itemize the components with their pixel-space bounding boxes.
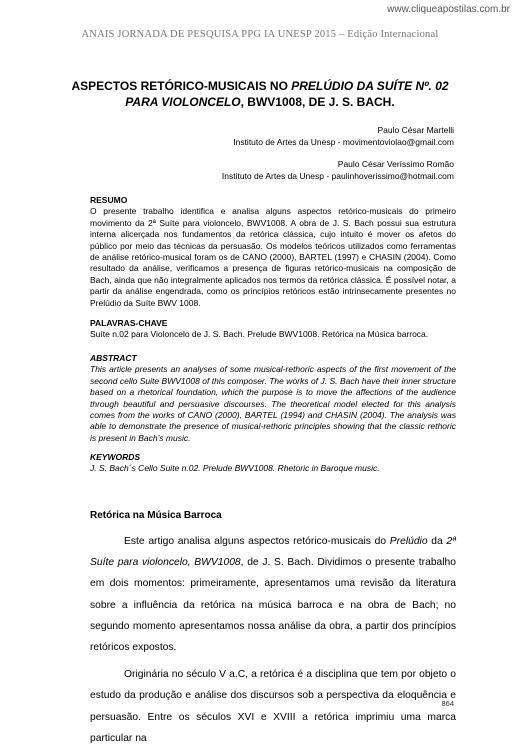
author-1 bbox=[233, 124, 454, 148]
paper-title bbox=[60, 78, 460, 110]
abstract-text: This article presents an analyses of some musical-rethoric aspects of the first movement of the second cello Suite BWV1008 of this composer. The works of J. S. Bach have their inner structure based on a rhetorical foundation, which the purpose is to move the affections of the audience through beautiful and persuasive discourses. The theoretical model elected for this analysis comes from the works of CANO (2000), BARTEL (1994) and CHASIN (2004). The analysis was able to demonstrate the presence of musical-rethoric principles showing that the classic rethoric is present in Bach’s music. bbox=[90, 364, 456, 443]
keywords-text: J. S. Bach´s Cello Suite n.02. Prelude BWV1008. Rhetoric in Baroque music. bbox=[90, 463, 380, 474]
body-text-run: da bbox=[427, 536, 447, 547]
title-part-1: ASPECTOS RETÓRICO-MUSICAIS NO bbox=[71, 79, 292, 93]
abstract-section bbox=[90, 353, 456, 444]
body-text-run: 2ª Suíte para violoncelo, BWV1008 bbox=[90, 536, 456, 569]
section-body bbox=[90, 531, 456, 749]
watermark-url: www.cliqueapostilas.com.br bbox=[387, 4, 510, 15]
body-text-run: Prelúdio bbox=[389, 536, 428, 547]
keywords-heading: KEYWORDS bbox=[90, 452, 141, 462]
palavras-chave-section bbox=[90, 318, 456, 341]
author-affiliation: Instituto de Artes da Unesp - paulinhoverissimo@hotmail.com bbox=[221, 171, 454, 181]
resumo-section bbox=[90, 195, 456, 309]
section-title: Retórica na Música Barroca bbox=[90, 510, 222, 521]
resumo-text: O presente trabalho identifica e analisa alguns aspectos retórico-musicais do primeiro movimento da 2ª Suíte para violoncelo, BWV1008. A obra de J. S. Bach possui sua estrutura interna alicerçada nos fundamentos da retórica clássica, cujo intuito é mover os afetos do público por meio das técnicas da persuasão. Os modelos teóricos utilizados como ferramentas de análise retórico-musical foram os de CANO (2000), BARTEL (1997) e CHASIN (2004). Como resultado da análise, verificamos a presença de figuras retórico-musicais na composição de Bach, ainda que não integralmente aplicados nos termos da retórica clássica. É possível notar, a partir da análise engendrada, como os princípios retóricos estão intrinsecamente presentes no Prelúdio da Suíte BWV 1008. bbox=[90, 206, 456, 308]
page-number: 864 bbox=[441, 699, 454, 708]
author-affiliation: Instituto de Artes da Unesp - movimentoviolao@gmail.com bbox=[233, 137, 454, 147]
resumo-heading: RESUMO bbox=[90, 195, 128, 205]
abstract-heading: ABSTRACT bbox=[90, 353, 137, 363]
running-head: ANAIS JORNADA DE PESQUISA PPG IA UNESP 2015 – Edição Internacional bbox=[81, 29, 439, 40]
title-part-3: , BWV1008, DE J. S. BACH. bbox=[240, 95, 395, 109]
body-paragraph-2: Originária no século V a.C, a retórica é a disciplina que tem por objeto o estudo da produção e análise dos discursos sob a perspectiva da eloquência e persuasão. Entre os séculos XVI e XVIII a retórica imprimiu uma marca particular na bbox=[90, 669, 456, 744]
body-text-run: Este artigo analisa alguns aspectos retórico-musicais do bbox=[124, 536, 390, 547]
title-part-2: PRELÚDIO DA SUÍTE Nº. 02 PARA VIOLONCELO bbox=[125, 79, 449, 109]
author-name: Paulo César Martelli bbox=[377, 125, 454, 135]
keywords-section bbox=[90, 452, 456, 475]
body-paragraph-1 bbox=[90, 531, 456, 658]
author-name: Paulo César Veríssimo Romão bbox=[337, 159, 454, 169]
palavras-chave-text: Suíte n.02 para Violoncelo de J. S. Bach. Prelude BWV1008. Retórica na Música barroca. bbox=[90, 329, 429, 340]
palavras-chave-heading: PALAVRAS-CHAVE bbox=[90, 318, 168, 328]
body-text-run: , de J. S. Bach. Dividimos o presente trabalho em dois momentos: primeiramente, apresentamos uma revisão da literatura sobre a influência da retórica na música barroca e na obra de Bach; no segundo momento apresentamos nossa análise da obra, a partir dos princípios retóricos expostos. bbox=[90, 557, 457, 654]
author-2 bbox=[222, 158, 454, 182]
